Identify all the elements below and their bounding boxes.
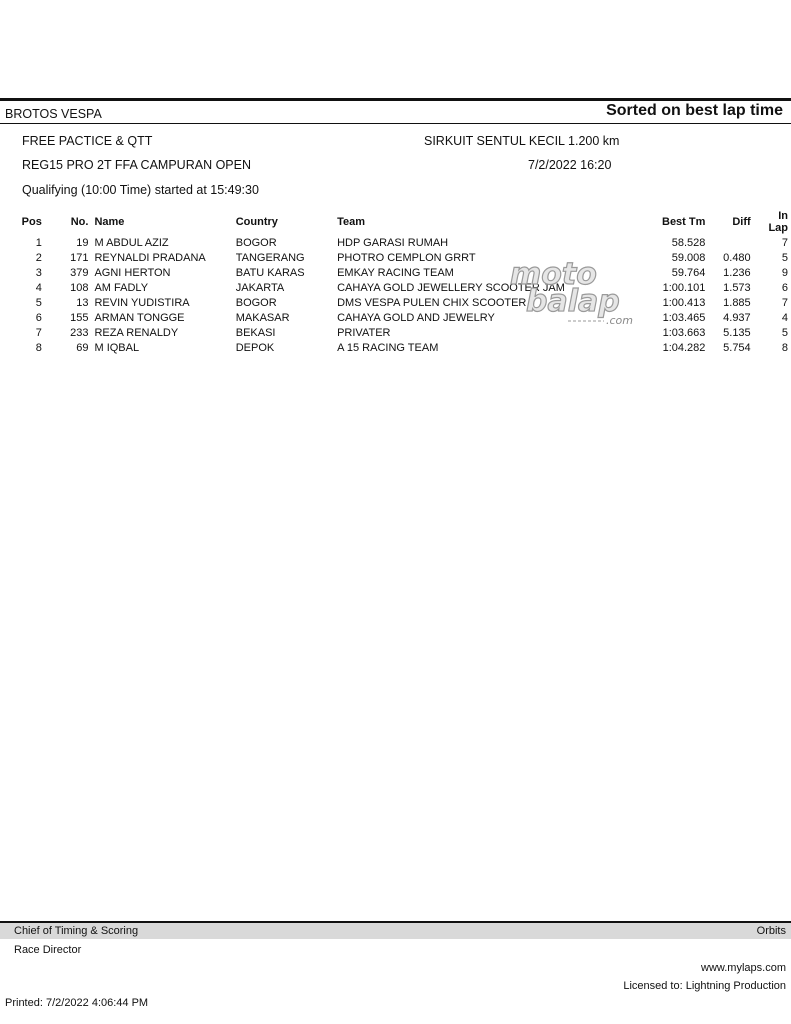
cell-country: TANGERANG [235, 251, 305, 264]
table-row [0, 310, 791, 325]
circuit-name: SIRKUIT SENTUL KECIL 1.200 km [424, 134, 620, 148]
cell-country: JAKARTA [235, 281, 285, 294]
qualifying-info: Qualifying (10:00 Time) started at 15:49:30 [22, 183, 259, 197]
cell-best-time: 1:00.413 [662, 296, 706, 309]
orbits-label: Orbits [756, 925, 786, 937]
cell-name: REZA RENALDY [94, 326, 179, 339]
results-table [0, 209, 791, 355]
printed-timestamp: Printed: 7/2/2022 4:06:44 PM [5, 997, 149, 1009]
col-name: Name [94, 216, 125, 228]
cell-team: PRIVATER [337, 326, 391, 339]
cell-no: 155 [70, 311, 89, 324]
cell-country: BEKASI [235, 326, 276, 339]
col-in-lap: In Lap [768, 210, 788, 234]
cell-best-time: 1:03.663 [662, 326, 706, 339]
cell-team: HDP GARASI RUMAH [337, 236, 449, 249]
chief-of-timing: Chief of Timing & Scoring [14, 925, 139, 937]
website: www.mylaps.com [701, 962, 786, 974]
cell-pos: 6 [35, 311, 42, 324]
cell-best-time: 59.764 [671, 266, 706, 279]
race-director: Race Director [14, 944, 82, 956]
cell-best-time: 59.008 [671, 251, 706, 264]
table-row [0, 325, 791, 340]
watermark-line1: moto [510, 257, 597, 292]
cell-team: CAHAYA GOLD JEWELLERY SCOOTER JAM [337, 281, 565, 294]
cell-diff: 5.135 [723, 326, 751, 339]
cell-in-lap: 7 [781, 236, 788, 249]
cell-name: M IQBAL [94, 341, 140, 354]
cell-name: AGNI HERTON [94, 266, 171, 279]
cell-team: DMS VESPA PULEN CHIX SCOOTER [337, 296, 527, 309]
cell-in-lap: 9 [781, 266, 788, 279]
cell-no: 69 [76, 341, 89, 354]
cell-diff: 5.754 [723, 341, 751, 354]
col-team: Team [337, 216, 366, 228]
cell-best-time: 1:04.282 [662, 341, 706, 354]
cell-diff [708, 235, 753, 250]
cell-team: EMKAY RACING TEAM [337, 266, 454, 279]
cell-diff: 1.236 [723, 266, 751, 279]
cell-in-lap: 5 [781, 251, 788, 264]
cell-country: DEPOK [235, 341, 275, 354]
cell-in-lap: 5 [781, 326, 788, 339]
cell-country: BATU KARAS [235, 266, 305, 279]
cell-no: 171 [70, 251, 89, 264]
cell-no: 379 [70, 266, 89, 279]
cell-diff: 4.937 [723, 311, 751, 324]
table-row [0, 235, 791, 250]
cell-best-time: 1:03.465 [662, 311, 706, 324]
col-diff: Diff [732, 216, 751, 228]
cell-diff: 1.573 [723, 281, 751, 294]
cell-pos: 2 [35, 251, 42, 264]
cell-name: ARMAN TONGGE [94, 311, 185, 324]
cell-diff: 0.480 [723, 251, 751, 264]
cell-name: AM FADLY [94, 281, 149, 294]
cell-country: BOGOR [235, 296, 277, 309]
licensed-to: Licensed to: Lightning Production [623, 980, 786, 992]
cell-no: 108 [70, 281, 89, 294]
cell-name: M ABDUL AZIZ [94, 236, 169, 249]
cell-team: PHOTRO CEMPLON GRRT [337, 251, 476, 264]
cell-name: REYNALDI PRADANA [94, 251, 206, 264]
watermark-suffix: .com [606, 314, 633, 327]
cell-in-lap: 4 [781, 311, 788, 324]
class-name: REG15 PRO 2T FFA CAMPURAN OPEN [22, 158, 251, 172]
cell-no: 233 [70, 326, 89, 339]
cell-pos: 5 [35, 296, 42, 309]
cell-diff: 1.885 [723, 296, 751, 309]
cell-pos: 3 [35, 266, 42, 279]
event-title: BROTOS VESPA [5, 107, 102, 121]
col-no: No. [70, 216, 89, 228]
cell-pos: 7 [35, 326, 42, 339]
table-row [0, 340, 791, 355]
col-pos: Pos [21, 216, 42, 228]
session-name: FREE PACTICE & QTT [22, 134, 153, 148]
watermark-line2: balap [526, 284, 620, 319]
cell-best-time: 58.528 [671, 236, 706, 249]
table-row [0, 280, 791, 295]
cell-name: REVIN YUDISTIRA [94, 296, 190, 309]
header-bottom-rule [0, 123, 791, 124]
cell-best-time: 1:00.101 [662, 281, 706, 294]
cell-in-lap: 6 [781, 281, 788, 294]
cell-in-lap: 7 [781, 296, 788, 309]
table-row [0, 250, 791, 265]
sort-label: Sorted on best lap time [606, 102, 783, 119]
cell-team: CAHAYA GOLD AND JEWELRY [337, 311, 495, 324]
col-best-time: Best Tm [662, 216, 706, 228]
session-datetime: 7/2/2022 16:20 [528, 158, 612, 172]
cell-team: A 15 RACING TEAM [337, 341, 439, 354]
cell-pos: 8 [35, 341, 42, 354]
cell-country: BOGOR [235, 236, 277, 249]
cell-pos: 1 [35, 236, 42, 249]
cell-no: 19 [76, 236, 89, 249]
table-row [0, 265, 791, 280]
cell-pos: 4 [35, 281, 42, 294]
cell-no: 13 [76, 296, 89, 309]
header-top-rule [0, 98, 791, 101]
table-row [0, 295, 791, 310]
col-country: Country [235, 216, 278, 228]
cell-country: MAKASAR [235, 311, 290, 324]
table-header-row [0, 209, 791, 235]
cell-in-lap: 8 [781, 341, 788, 354]
